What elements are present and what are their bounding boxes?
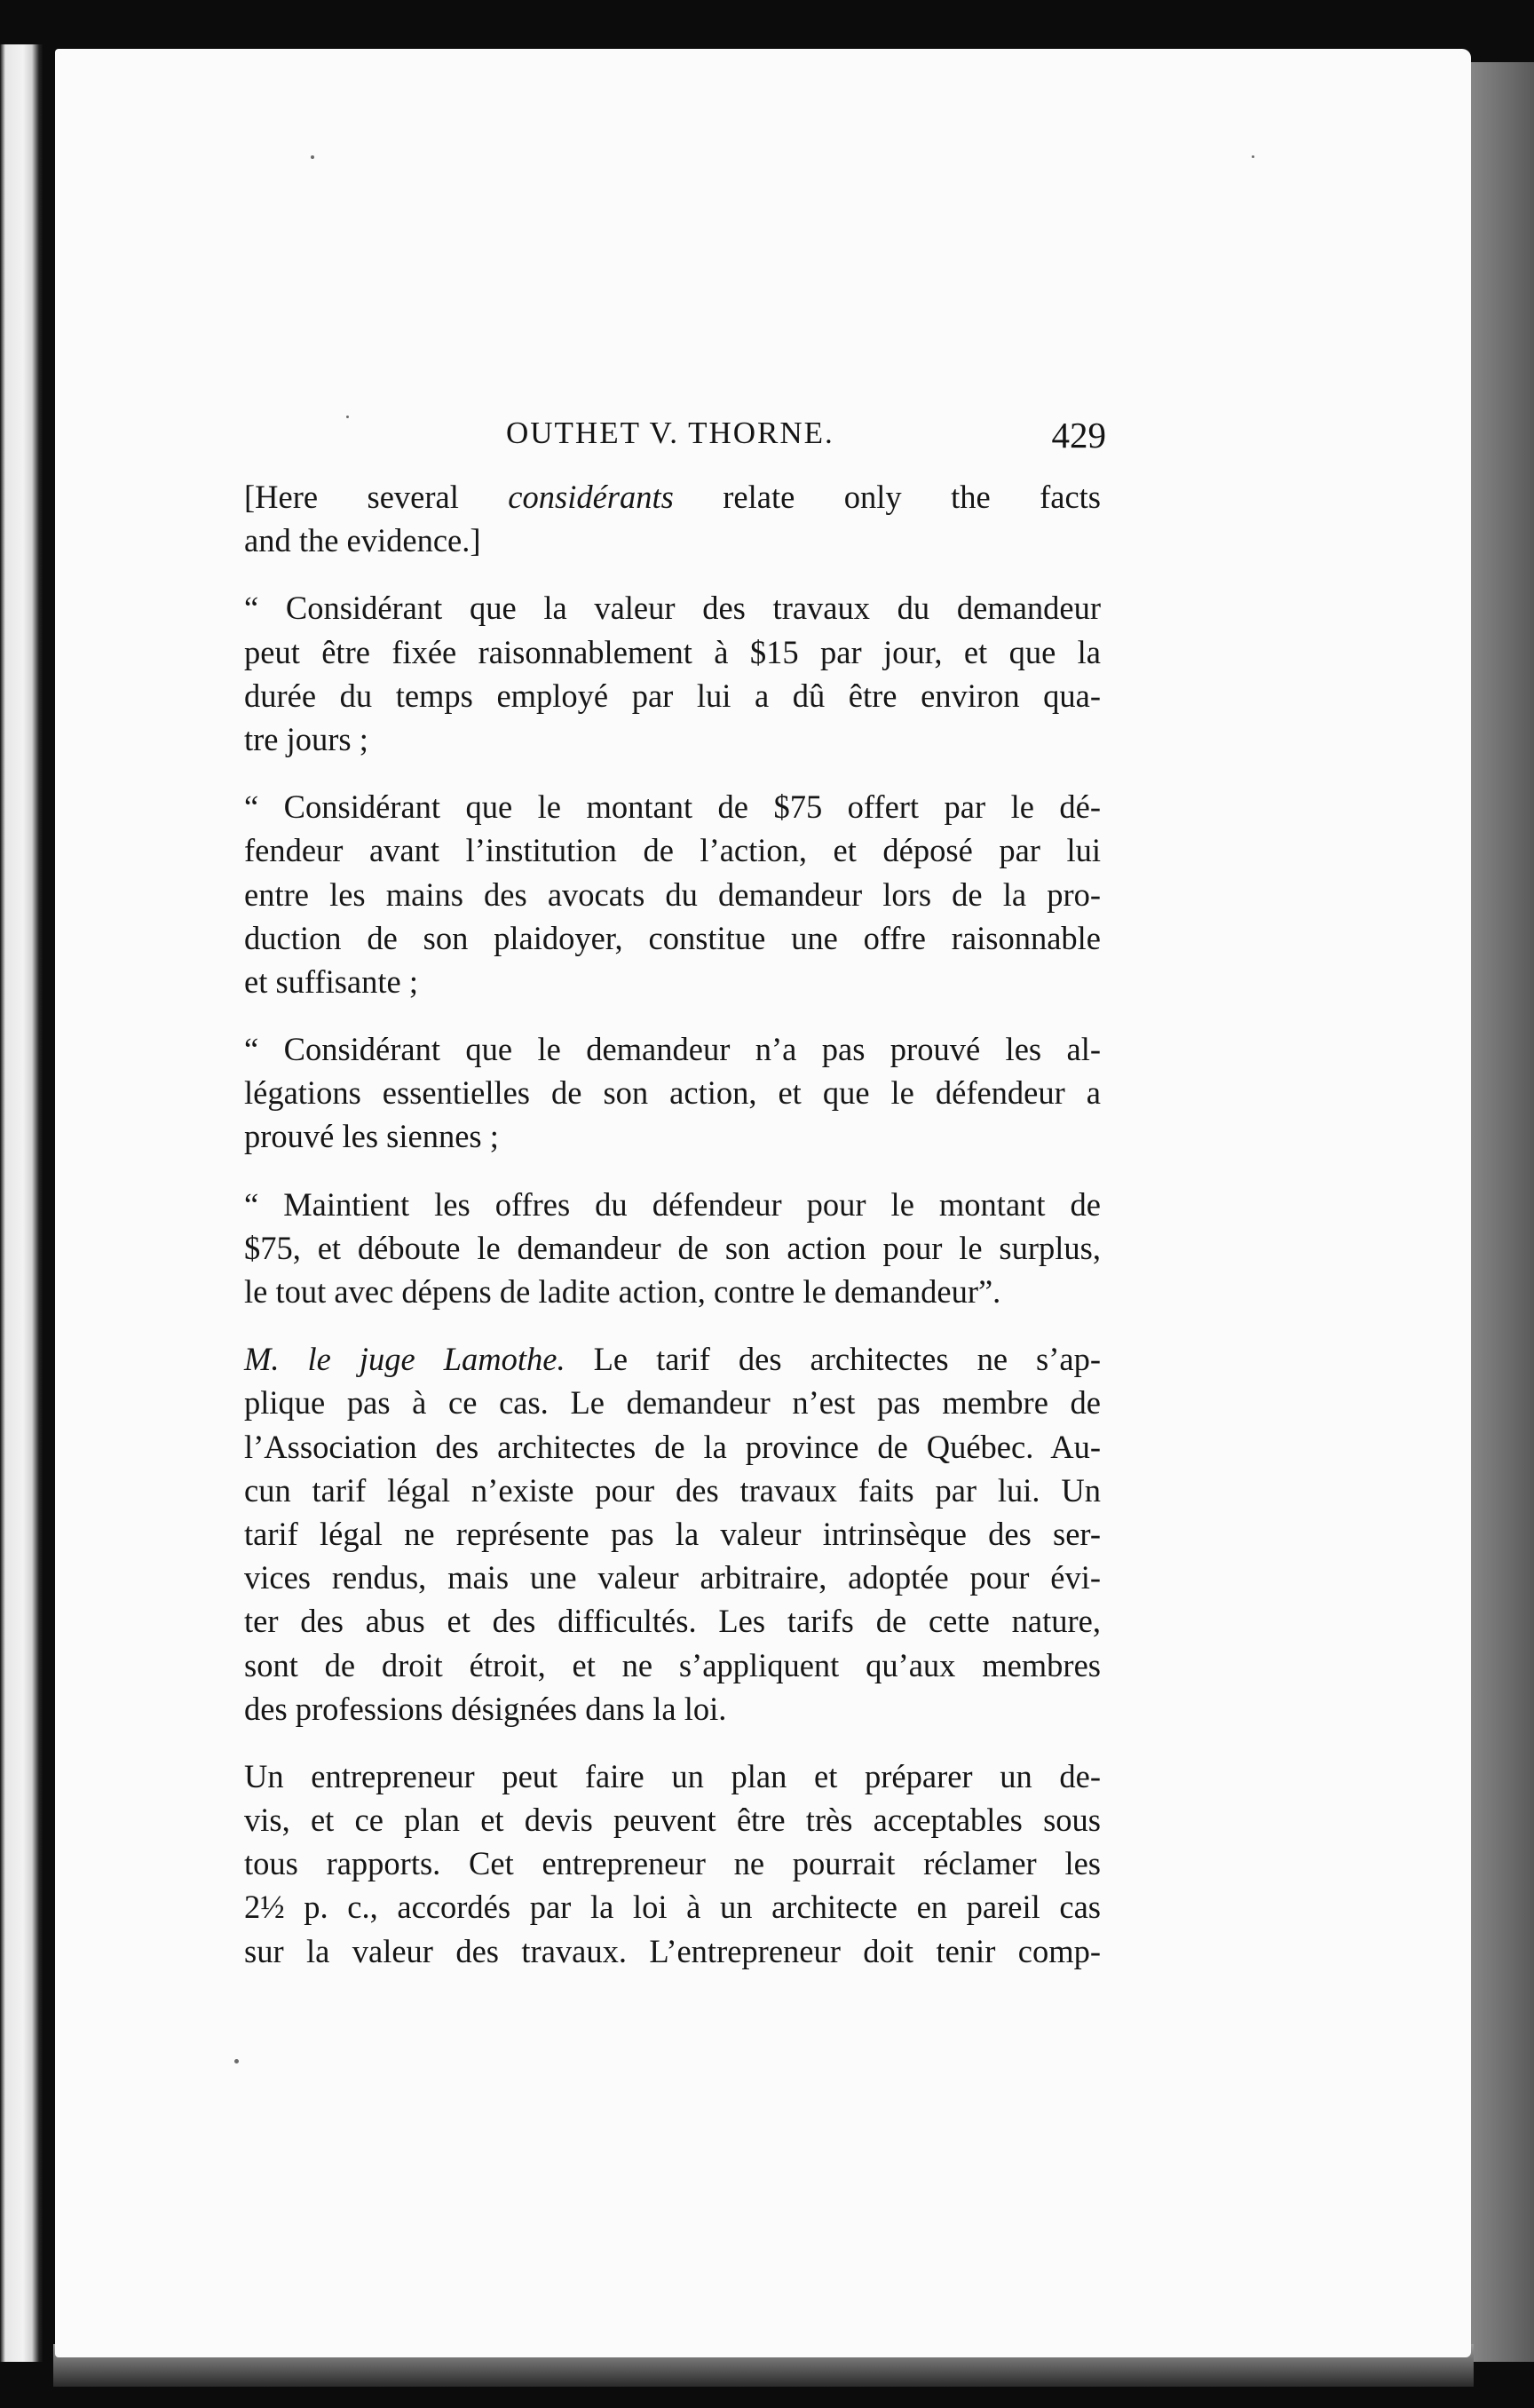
- text-line: ter des abus et des difficultés. Les tarifs de cette nature,: [244, 1603, 1101, 1640]
- paragraph: [244, 1755, 1101, 1973]
- paragraph: [244, 1183, 1101, 1314]
- paragraph: [244, 586, 1101, 761]
- text-line: “ Maintient les offres du défendeur pour le montant de: [244, 1185, 1101, 1223]
- page-header: [506, 416, 1106, 460]
- paragraph-gap: [244, 1313, 1101, 1337]
- paragraph: [244, 1027, 1101, 1159]
- text-line: vis, et ce plan et devis peuvent être très acceptables sous: [244, 1802, 1101, 1839]
- page-number: 429: [1051, 415, 1106, 455]
- speck: [234, 2059, 239, 2063]
- text-line: tarif légal ne représente pas la valeur intrinsèque des ser-: [244, 1515, 1101, 1552]
- body-text: [244, 475, 1101, 1973]
- paragraph-gap: [244, 1731, 1101, 1755]
- text-line: and the evidence.]: [244, 522, 481, 559]
- text-line: tous rapports. Cet entrepreneur ne pourrait réclamer les: [244, 1845, 1101, 1882]
- text-line: duction de son plaidoyer, constitue une offre raisonnable: [244, 919, 1101, 956]
- text-line: peut être fixée raisonnablement à $15 par jour, et que la: [244, 633, 1101, 670]
- paragraph: [244, 1337, 1101, 1731]
- text-line: des professions désignées dans la loi.: [244, 1690, 727, 1727]
- text-line: $75, et déboute le demandeur de son action pour le surplus,: [244, 1229, 1101, 1266]
- text-line: le tout avec dépens de ladite action, contre le demandeur”.: [244, 1273, 1001, 1310]
- text-line: “ Considérant que le demandeur n’a pas prouvé les al-: [244, 1031, 1101, 1068]
- paragraph-gap: [244, 562, 1101, 586]
- text-line: 2½ p. c., accordés par la loi à un architecte en pareil cas: [244, 1889, 1101, 1926]
- italic-text: M. le juge Lamothe.: [244, 1341, 565, 1378]
- paragraph: [244, 785, 1101, 1003]
- paragraph-gap: [244, 1159, 1101, 1183]
- speck: [311, 155, 314, 159]
- text-line: tre jours ;: [244, 720, 368, 757]
- text-line: l’Association des architectes de la province de Québec. Au-: [244, 1428, 1101, 1465]
- text-line: “ Considérant que le montant de $75 offert par le dé-: [244, 788, 1101, 826]
- text-line: et suffisante ;: [244, 962, 418, 1000]
- text-line: M. le juge Lamothe. Le tarif des architectes ne s’ap-: [244, 1341, 1101, 1378]
- text-line: “ Considérant que la valeur des travaux du demandeur: [244, 590, 1101, 627]
- text-line: vices rendus, mais une valeur arbitraire, adoptée pour évi-: [244, 1559, 1101, 1596]
- paragraph-gap: [244, 761, 1101, 785]
- text-line: [Here several considérants relate only the facts: [244, 479, 1102, 515]
- text-line: cun tarif légal n’existe pour des travaux faits par lui. Un: [244, 1471, 1101, 1509]
- text-line: Un entrepreneur peut faire un plan et préparer un de-: [244, 1757, 1101, 1794]
- text-line: fendeur avant l’institution de l’action, et déposé par lui: [244, 832, 1101, 869]
- speck: [346, 416, 349, 418]
- text-line: légations essentielles de son action, et que le défendeur a: [244, 1074, 1101, 1112]
- italic-text: considérants: [508, 479, 674, 515]
- text-line: prouvé les siennes ;: [244, 1118, 499, 1155]
- facing-page-edge: [0, 44, 43, 2362]
- speck: [1252, 155, 1254, 158]
- text-line: sur la valeur des travaux. L’entrepreneur doit tenir comp-: [244, 1932, 1101, 1969]
- paragraph: [244, 475, 1101, 562]
- text-line: plique pas à ce cas. Le demandeur n’est pas membre de: [244, 1384, 1101, 1422]
- text-line: sont de droit étroit, et ne s’appliquent qu’aux membres: [244, 1646, 1101, 1683]
- text-line: entre les mains des avocats du demandeur lors de la pro-: [244, 875, 1101, 913]
- running-head: OUTHET V. THORNE.: [506, 416, 834, 450]
- paragraph-gap: [244, 1003, 1101, 1027]
- text-line: durée du temps employé par lui a dû être environ qua-: [244, 677, 1101, 714]
